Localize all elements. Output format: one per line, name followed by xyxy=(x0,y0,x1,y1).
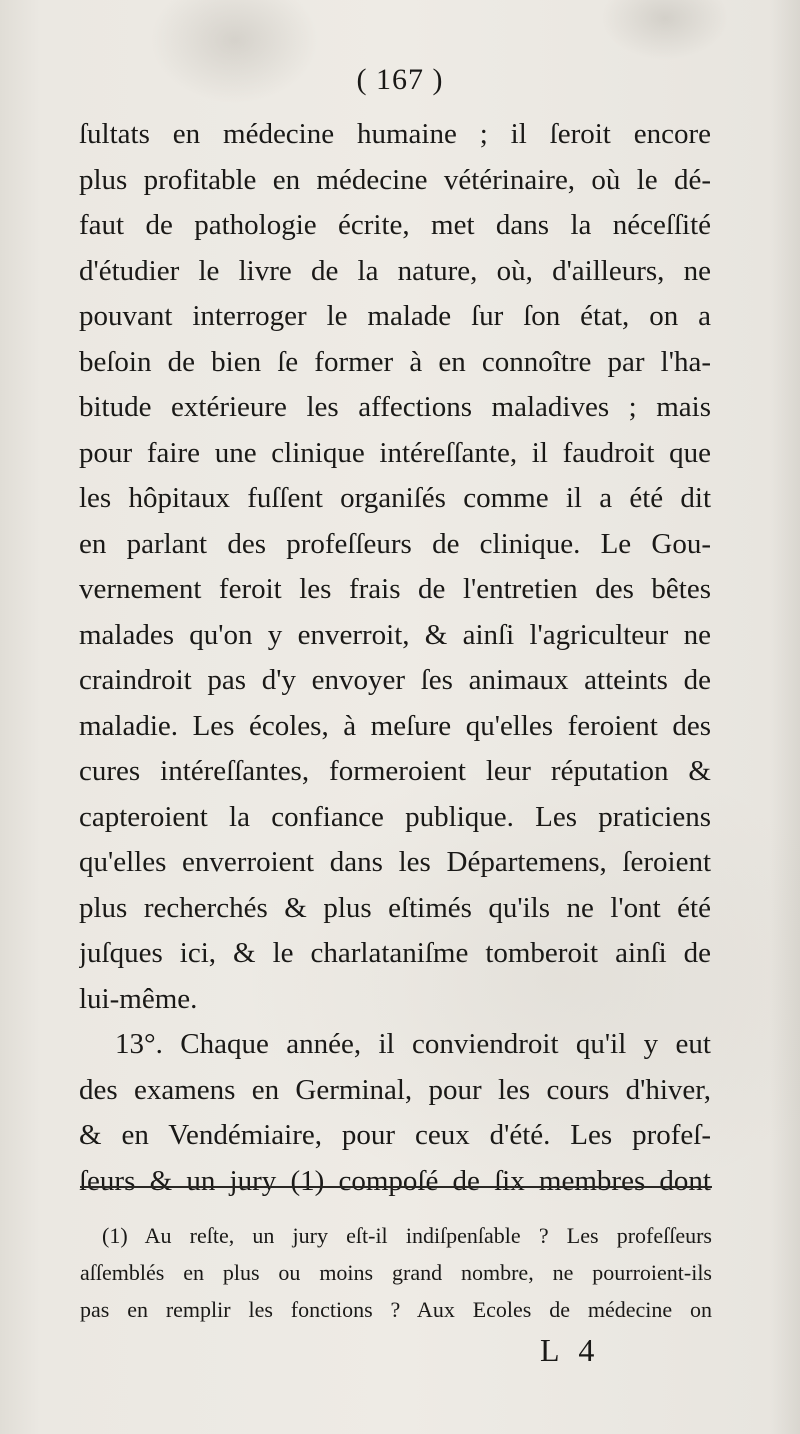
footnote xyxy=(80,1217,712,1328)
body-line: plus recherchés & plus eſtimés qu'ils ne l'ont été xyxy=(79,891,711,924)
body-line: cures intéreſſantes, formeroient leur réputation & xyxy=(79,755,711,787)
body-line: plus profitable en médecine vétérinaire, où le dé- xyxy=(79,163,711,196)
body-line: d'étudier le livre de la nature, où, d'ailleurs, ne xyxy=(79,254,711,287)
body-line: en parlant des profeſſeurs de clinique. Le Gou- xyxy=(79,527,711,560)
body-line: craindroit pas d'y envoyer ſes animaux atteints de xyxy=(79,664,711,696)
body-line: ſeurs & un jury (1) compoſé de ſix membres dont xyxy=(79,1164,711,1197)
body-line: qu'elles enverroient dans les Départemens, ſeroient xyxy=(79,846,711,878)
body-line: beſoin de bien ſe former à en connoître par l'ha- xyxy=(79,345,711,378)
body-line: des examens en Germinal, pour les cours d'hiver, xyxy=(79,1073,711,1106)
body-line: & en Vendémiaire, pour ceux d'été. Les profeſ- xyxy=(79,1119,711,1151)
paragraph-end-line: lui-même. xyxy=(79,982,198,1015)
body-line: juſques ici, & le charlataniſme tomberoit ainſi de xyxy=(79,937,711,969)
body-line: malades qu'on y enverroit, & ainſi l'agriculteur ne xyxy=(79,618,711,651)
body-line: faut de pathologie écrite, met dans la néceſſité xyxy=(79,209,711,241)
footnote-line: pas en remplir les fonctions ? Aux Ecoles de médecine on xyxy=(80,1297,712,1322)
body-line: pouvant interroger le malade ſur ſon état, on a xyxy=(79,300,711,332)
body-line: pour faire une clinique intéreſſante, il faudroit que xyxy=(79,436,711,469)
body-line: capteroient la confiance publique. Les praticiens xyxy=(79,800,711,833)
signature-mark: L 4 xyxy=(540,1332,601,1368)
body-text xyxy=(79,112,711,1204)
page-number: ( 167 ) xyxy=(356,63,444,96)
paragraph-start-line: 13°. Chaque année, il conviendroit qu'il y eut xyxy=(115,1028,711,1060)
footnote-line: aſſemblés en plus ou moins grand nombre, ne pourroient-ils xyxy=(80,1260,712,1285)
body-line: vernement feroit les frais de l'entretien des bêtes xyxy=(79,573,711,605)
body-line: les hôpitaux fuſſent organiſés comme il a été dit xyxy=(79,482,711,514)
body-line: maladie. Les écoles, à meſure qu'elles feroient des xyxy=(79,709,711,742)
body-line: ſultats en médecine humaine ; il ſeroit encore xyxy=(79,118,711,150)
footnote-line: (1) Au reſte, un jury eſt-il indiſpenſable ? Les profeſſeurs xyxy=(102,1223,712,1248)
footnote-divider xyxy=(80,1186,712,1188)
body-line: bitude extérieure les affections maladives ; mais xyxy=(79,391,711,423)
